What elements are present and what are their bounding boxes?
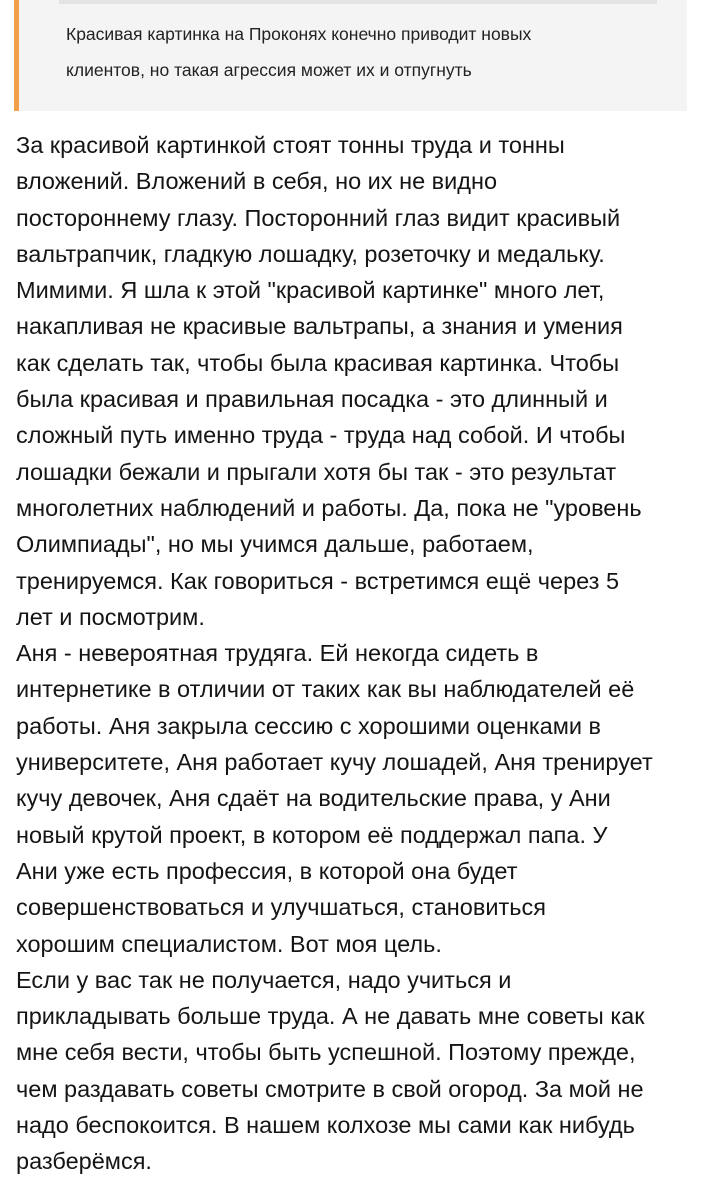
body-line: Аня - невероятная трудяга. Ей некогда сидеть в bbox=[16, 640, 539, 667]
body-line: Мимими. Я шла к этой "красивой картинке" много лет, bbox=[16, 277, 605, 304]
blockquote bbox=[14, 0, 687, 111]
body-line: кучу девочек, Аня сдаёт на водительские права, у Ани bbox=[16, 785, 611, 812]
body-line: мне себя вести, чтобы быть успешной. Поэтому прежде, bbox=[16, 1039, 636, 1066]
body-line: вальтрапчик, гладкую лошадку, розеточку и медальку. bbox=[16, 240, 605, 267]
body-line: как сделать так, чтобы была красивая картинка. Чтобы bbox=[16, 349, 620, 376]
body-line: За красивой картинкой стоят тонны труда и тонны bbox=[16, 132, 565, 158]
body-line: многолетних наблюдений и работы. Да, пока не "уровень bbox=[16, 494, 642, 521]
body-line: интернетике в отличии от таких как вы наблюдателей её bbox=[16, 676, 635, 703]
body-line: накапливая не красивые вальтрапы, а знания и умения bbox=[16, 313, 623, 340]
body-line: сложный путь именно труда - труда над собой. И чтобы bbox=[16, 422, 626, 449]
body-line: лет и посмотрим. bbox=[16, 603, 205, 630]
body-line: совершенствоваться и улучшаться, становиться bbox=[16, 894, 546, 921]
body-line: разберёмся. bbox=[16, 1148, 152, 1175]
body-line: новый крутой проект, в котором её поддержал папа. У bbox=[16, 821, 608, 848]
body-line: Если у вас так не получается, надо учиться и bbox=[16, 966, 512, 993]
body-line: Ани уже есть профессия, в которой она будет bbox=[16, 857, 518, 884]
quote-text bbox=[66, 16, 666, 88]
body-line: Олимпиады", но мы учимся дальше, работаем, bbox=[16, 531, 534, 558]
body-line: университете, Аня работает кучу лошадей, Аня тренирует bbox=[16, 749, 653, 776]
body-line: работы. Аня закрыла сессию с хорошими оценками в bbox=[16, 712, 602, 739]
post-body bbox=[16, 127, 696, 1180]
body-line: прикладывать больше труда. А не давать мне советы как bbox=[16, 1003, 645, 1030]
quote-top-bar bbox=[59, 0, 657, 4]
quote-line: Красивая картинка на Проконях конечно приводит новых bbox=[66, 24, 532, 44]
body-line: была красивая и правильная посадка - это длинный и bbox=[16, 386, 608, 413]
body-line: тренируемся. Как говориться - встретимся ещё через 5 bbox=[16, 567, 620, 594]
body-line: вложений. Вложений в себя, но их не видно bbox=[16, 168, 498, 195]
body-line: чем раздавать советы смотрите в свой огород. За мой не bbox=[16, 1075, 644, 1102]
quote-line: клиентов, но такая агрессия может их и отпугнуть bbox=[66, 60, 472, 80]
body-line: надо беспокоится. В нашем колхозе мы сами как нибудь bbox=[16, 1112, 635, 1139]
body-line: лошадки бежали и прыгали хотя бы так - это результат bbox=[16, 458, 617, 485]
body-line: хорошим специалистом. Вот моя цель. bbox=[16, 930, 442, 957]
body-line: постороннему глазу. Посторонний глаз видит красивый bbox=[16, 204, 621, 231]
